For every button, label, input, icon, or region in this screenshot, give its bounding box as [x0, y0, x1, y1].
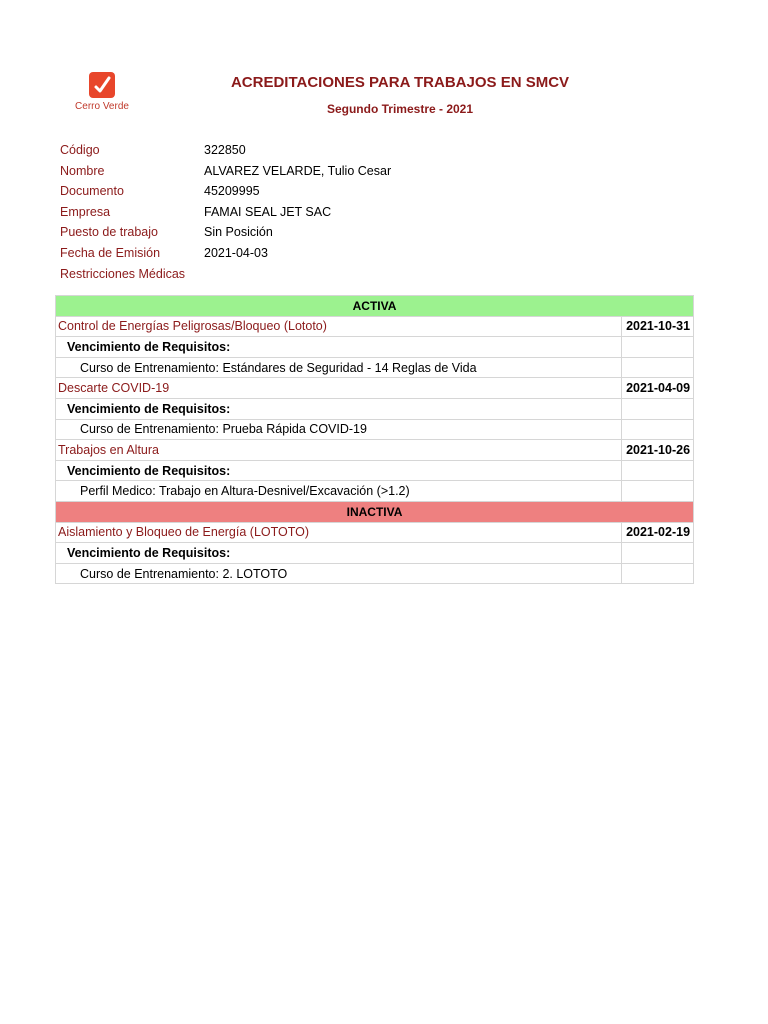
accreditation-row [56, 316, 694, 337]
worker-info [60, 140, 560, 284]
accreditation-date: 2021-04-09 [622, 378, 694, 399]
info-label: Fecha de Emisión [60, 245, 161, 260]
requirement-row [56, 481, 694, 502]
accreditation-name: Trabajos en Altura [56, 440, 622, 461]
status-header-inactive [56, 501, 694, 522]
requirement-item: Curso de Entrenamiento: 2. LOTOTO [56, 563, 622, 584]
info-value: 45209995 [204, 184, 260, 199]
empty-cell [622, 419, 694, 440]
info-value: 2021-04-03 [204, 245, 268, 260]
info-row-restricciones [60, 264, 560, 285]
requirements-header-row [56, 337, 694, 358]
info-label: Puesto de trabajo [60, 225, 158, 240]
requirements-label: Vencimiento de Requisitos: [56, 543, 622, 564]
status-header-active [56, 296, 694, 317]
info-value: 322850 [204, 143, 246, 157]
info-value: ALVAREZ VELARDE, Tulio Cesar [204, 163, 392, 178]
empty-cell [622, 481, 694, 502]
accreditation-date: 2021-10-31 [622, 316, 694, 337]
info-label: Código [60, 143, 100, 157]
info-row-fecha-emision [60, 243, 560, 264]
logo-text: Cerro Verde [75, 101, 129, 112]
empty-cell [622, 563, 694, 584]
requirements-label: Vencimiento de Requisitos: [56, 398, 622, 419]
requirement-row [56, 357, 694, 378]
requirement-item: Curso de Entrenamiento: Estándares de Seguridad - 14 Reglas de Vida [56, 357, 622, 378]
status-label: INACTIVA [56, 501, 694, 522]
accreditation-row [56, 440, 694, 461]
document-subtitle: Segundo Trimestre - 2021 [326, 102, 474, 116]
info-label: Nombre [60, 163, 105, 178]
accreditation-row [56, 378, 694, 399]
empty-cell [622, 543, 694, 564]
accreditation-date: 2021-02-19 [622, 522, 694, 543]
accreditation-row [56, 522, 694, 543]
info-row-codigo [60, 140, 560, 161]
document-title: ACREDITACIONES PARA TRABAJOS EN SMCV [230, 74, 570, 91]
requirement-row [56, 419, 694, 440]
info-row-nombre [60, 161, 560, 182]
requirement-item: Curso de Entrenamiento: Prueba Rápida COVID-19 [56, 419, 622, 440]
requirement-item: Perfil Medico: Trabajo en Altura-Desnivel/Excavación (>1.2) [56, 481, 622, 502]
requirements-label: Vencimiento de Requisitos: [56, 460, 622, 481]
accreditation-name: Descarte COVID-19 [56, 378, 622, 399]
empty-cell [622, 357, 694, 378]
info-label: Empresa [60, 204, 111, 219]
info-value: FAMAI SEAL JET SAC [204, 204, 332, 219]
accreditation-name: Aislamiento y Bloqueo de Energía (LOTOTO) [56, 522, 622, 543]
requirements-header-row [56, 398, 694, 419]
accreditation-date: 2021-10-26 [622, 440, 694, 461]
info-label: Documento [60, 184, 124, 199]
empty-cell [622, 460, 694, 481]
cerro-verde-logo-icon [89, 72, 115, 98]
info-label: Restricciones Médicas [60, 266, 186, 281]
requirements-label: Vencimiento de Requisitos: [56, 337, 622, 358]
accreditation-name: Control de Energías Peligrosas/Bloqueo (Lototo) [56, 316, 622, 337]
requirement-row [56, 563, 694, 584]
empty-cell [622, 398, 694, 419]
info-row-puesto [60, 222, 560, 243]
status-label: ACTIVA [56, 296, 694, 317]
info-row-empresa [60, 202, 560, 223]
empty-cell [622, 337, 694, 358]
accreditations-table [55, 295, 694, 584]
info-value: Sin Posición [204, 225, 273, 240]
requirements-header-row [56, 543, 694, 564]
requirements-header-row [56, 460, 694, 481]
info-row-documento [60, 181, 560, 202]
